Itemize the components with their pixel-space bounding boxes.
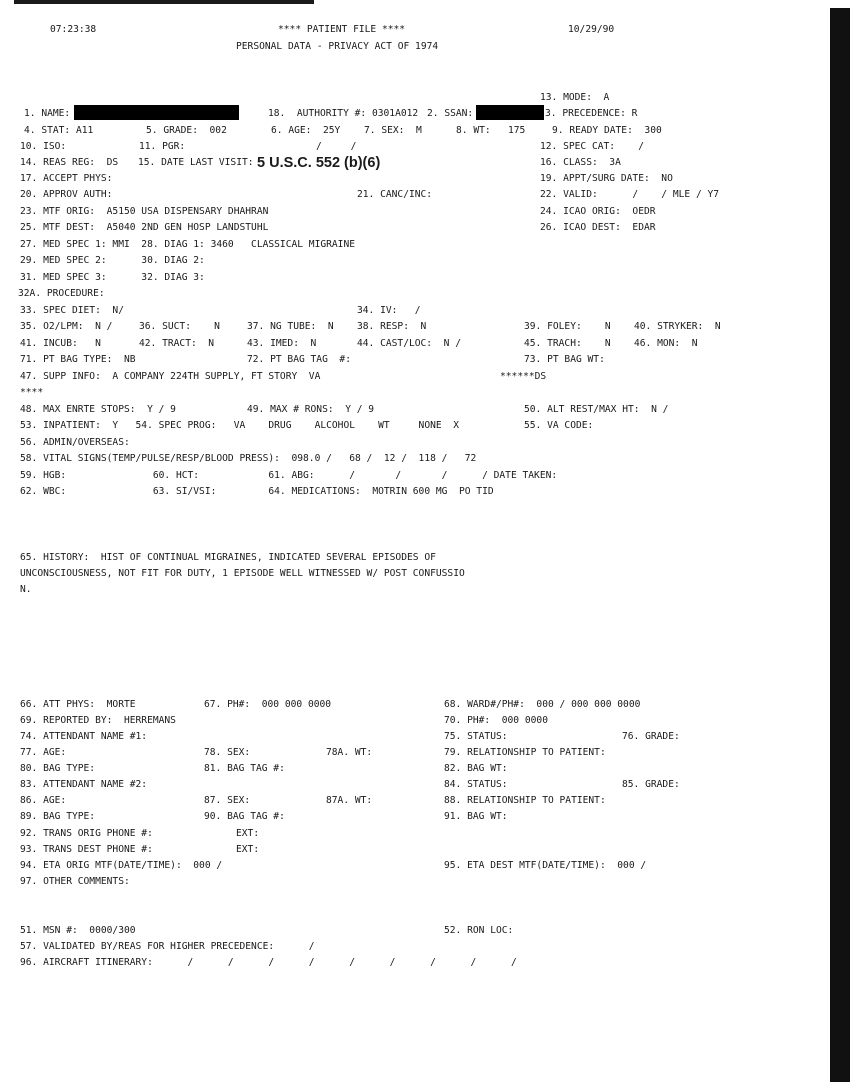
field-1-name: 1. NAME: [24, 108, 71, 119]
field-84-status: 84. STATUS: [444, 779, 508, 790]
field-87-sex: 87. SEX: [204, 795, 251, 806]
field-16-class: 16. CLASS: 3A [540, 157, 621, 168]
field-77-age: 77. AGE: [20, 747, 67, 758]
field-81-bag-tag: 81. BAG TAG #: [204, 763, 285, 774]
right-scan-edge [830, 8, 850, 1082]
field-76-grade: 76. GRADE: [622, 731, 680, 742]
field-47-supp-info: 47. SUPP INFO: A COMPANY 224TH SUPPLY, FT STORY VA [20, 371, 321, 382]
field-8-wt: 8. WT: 175 [456, 125, 526, 136]
field-51-msn: 51. MSN #: 0000/300 [20, 925, 136, 936]
header-time: 07:23:38 [50, 24, 97, 35]
field-44-cast-loc: 44. CAST/LOC: N / [357, 338, 461, 349]
field-10-iso: 10. ISO: [20, 141, 67, 152]
field-95-eta-dest-mtf: 95. ETA DEST MTF(DATE/TIME): 000 / [444, 860, 647, 871]
field-2-ssan: 2. SSAN: [427, 108, 474, 119]
separator-stars: **** [20, 387, 44, 398]
field-33-spec-diet: 33. SPEC DIET: N/ [20, 305, 124, 316]
field-85-grade: 85. GRADE: [622, 779, 680, 790]
field-20-approv-auth: 20. APPROV AUTH: [20, 189, 113, 200]
field-90-bag-tag: 90. BAG TAG #: [204, 811, 285, 822]
field-96-aircraft-itinerary: 96. AIRCRAFT ITINERARY: / / / / / / / / / [20, 957, 517, 968]
field-92-trans-orig-phone: 92. TRANS ORIG PHONE #: [20, 828, 153, 839]
field-14-reas-reg: 14. REAS REG: DS [20, 157, 119, 168]
field-34-iv: 34. IV: / [357, 305, 421, 316]
field-31-32-med-spec-diag-3: 31. MED SPEC 3: 32. DIAG 3: [20, 272, 205, 283]
field-45-trach: 45. TRACH: N [524, 338, 611, 349]
field-70-ph: 70. PH#: 000 0000 [444, 715, 548, 726]
field-71-pt-bag-type: 71. PT BAG TYPE: NB [20, 354, 136, 365]
field-11-pgr: 11. PGR: [139, 141, 186, 152]
field-17-accept-phys: 17. ACCEPT PHYS: [20, 173, 113, 184]
field-18-authority: 18. AUTHORITY #: 0301A012 [268, 108, 419, 119]
field-52-ron-loc: 52. RON LOC: [444, 925, 514, 936]
field-32a-procedure: 32A. PROCEDURE: [18, 288, 105, 299]
field-36-suct: 36. SUCT: N [139, 321, 220, 332]
redaction-block-name [74, 105, 239, 120]
field-56-admin-overseas: 56. ADMIN/OVERSEAS: [20, 437, 130, 448]
field-79-relationship: 79. RELATIONSHIP TO PATIENT: [444, 747, 606, 758]
field-67-ph: 67. PH#: 000 000 0000 [204, 699, 332, 710]
foia-redaction-note: 5 U.S.C. 552 (b)(6) [257, 155, 381, 171]
field-7-sex: 7. SEX: M [364, 125, 422, 136]
field-13-mode: 13. MODE: A [540, 92, 610, 103]
field-87a-wt: 87A. WT: [326, 795, 373, 806]
field-88-relationship: 88. RELATIONSHIP TO PATIENT: [444, 795, 606, 806]
field-80-bag-type: 80. BAG TYPE: [20, 763, 96, 774]
field-66-att-phys: 66. ATT PHYS: MORTE [20, 699, 136, 710]
field-75-status: 75. STATUS: [444, 731, 508, 742]
field-65-history-line-1: 65. HISTORY: HIST OF CONTINUAL MIGRAINES, INDICATED SEVERAL EPISODES OF [20, 552, 436, 563]
field-59-61-labs: 59. HGB: 60. HCT: 61. ABG: / / / / DATE TAKEN: [20, 470, 558, 481]
field-78-sex: 78. SEX: [204, 747, 251, 758]
field-19-appt-surg-date: 19. APPT/SURG DATE: NO [540, 173, 673, 184]
field-58-vital-signs: 58. VITAL SIGNS(TEMP/PULSE/RESP/BLOOD PRESS): 098.0 / 68 / 12 / 118 / 72 [20, 453, 477, 464]
field-21-canc-inc: 21. CANC/INC: [357, 189, 433, 200]
field-94-eta-orig-mtf: 94. ETA ORIG MTF(DATE/TIME): 000 / [20, 860, 223, 871]
field-50-alt-rest-max-ht: 50. ALT REST/MAX HT: N / [524, 404, 669, 415]
field-62-64-medications: 62. WBC: 63. SI/VSI: 64. MEDICATIONS: MOTRIN 600 MG PO TID [20, 486, 494, 497]
field-48-max-enrte-stops: 48. MAX ENRTE STOPS: Y / 9 [20, 404, 176, 415]
field-89-bag-type: 89. BAG TYPE: [20, 811, 96, 822]
field-53-54-inpatient-spec-prog: 53. INPATIENT: Y 54. SPEC PROG: VA DRUG ALCOHOL WT NONE X [20, 420, 459, 431]
field-38-resp: 38. RESP: N [357, 321, 427, 332]
field-4-stat: 4. STAT: A11 [24, 125, 94, 136]
field-22-valid: 22. VALID: / / MLE / Y7 [540, 189, 720, 200]
field-23-mtf-orig: 23. MTF ORIG: A5150 USA DISPENSARY DHAHRAN [20, 206, 269, 217]
field-93-ext: EXT: [236, 844, 260, 855]
field-78a-wt: 78A. WT: [326, 747, 373, 758]
page-title: **** PATIENT FILE **** [278, 24, 406, 35]
field-68-ward-ph: 68. WARD#/PH#: 000 / 000 000 0000 [444, 699, 641, 710]
field-9-ready-date: 9. READY DATE: 300 [552, 125, 662, 136]
top-edge-bar [14, 0, 314, 4]
field-65-history-line-3: N. [20, 584, 32, 595]
field-91-bag-wt: 91. BAG WT: [444, 811, 508, 822]
field-3-precedence: 3. PRECEDENCE: R [545, 108, 638, 119]
field-49-max-rons: 49. MAX # RONS: Y / 9 [247, 404, 375, 415]
redaction-block-ssan [476, 105, 544, 120]
header-date: 10/29/90 [568, 24, 615, 35]
field-5-grade: 5. GRADE: 002 [146, 125, 227, 136]
field-97-other-comments: 97. OTHER COMMENTS: [20, 876, 130, 887]
field-25-mtf-dest: 25. MTF DEST: A5040 2ND GEN HOSP LANDSTUHL [20, 222, 269, 233]
field-40-stryker: 40. STRYKER: N [634, 321, 721, 332]
field-29-30-med-spec-diag-2: 29. MED SPEC 2: 30. DIAG 2: [20, 255, 205, 266]
field-41-incub: 41. INCUB: N [20, 338, 101, 349]
field-74-attendant-name-1: 74. ATTENDANT NAME #1: [20, 731, 148, 742]
field-46-mon: 46. MON: N [634, 338, 698, 349]
field-72-pt-bag-tag: 72. PT BAG TAG #: [247, 354, 351, 365]
field-43-imed: 43. IMED: N [247, 338, 317, 349]
field-24-icao-orig: 24. ICAO ORIG: OEDR [540, 206, 656, 217]
field-37-ng-tube: 37. NG TUBE: N [247, 321, 334, 332]
field-93-trans-dest-phone: 93. TRANS DEST PHONE #: [20, 844, 153, 855]
field-55-va-code: 55. VA CODE: [524, 420, 594, 431]
field-69-reported-by: 69. REPORTED BY: HERREMANS [20, 715, 176, 726]
field-12-spec-cat: 12. SPEC CAT: / [540, 141, 644, 152]
field-47-suffix: ******DS [500, 371, 547, 382]
field-92-ext: EXT: [236, 828, 260, 839]
field-6-age: 6. AGE: 25Y [271, 125, 341, 136]
field-27-28-med-spec-diag-1: 27. MED SPEC 1: MMI 28. DIAG 1: 3460 CLASSICAL MIGRAINE [20, 239, 356, 250]
field-83-attendant-name-2: 83. ATTENDANT NAME #2: [20, 779, 148, 790]
field-11-pgr-value: / / [316, 141, 357, 152]
field-15-date-last-visit: 15. DATE LAST VISIT: [138, 157, 254, 168]
page-subtitle: PERSONAL DATA - PRIVACY ACT OF 1974 [236, 41, 439, 52]
field-39-foley: 39. FOLEY: N [524, 321, 611, 332]
field-86-age: 86. AGE: [20, 795, 67, 806]
field-82-bag-wt: 82. BAG WT: [444, 763, 508, 774]
field-73-pt-bag-wt: 73. PT BAG WT: [524, 354, 605, 365]
field-57-validated-by: 57. VALIDATED BY/REAS FOR HIGHER PRECEDENCE: / [20, 941, 315, 952]
field-42-tract: 42. TRACT: N [139, 338, 215, 349]
field-65-history-line-2: UNCONSCIOUSNESS, NOT FIT FOR DUTY, 1 EPISODE WELL WITNESSED W/ POST CONFUSSIO [20, 568, 465, 579]
field-35-o2-lpm: 35. O2/LPM: N / [20, 321, 113, 332]
field-26-icao-dest: 26. ICAO DEST: EDAR [540, 222, 656, 233]
